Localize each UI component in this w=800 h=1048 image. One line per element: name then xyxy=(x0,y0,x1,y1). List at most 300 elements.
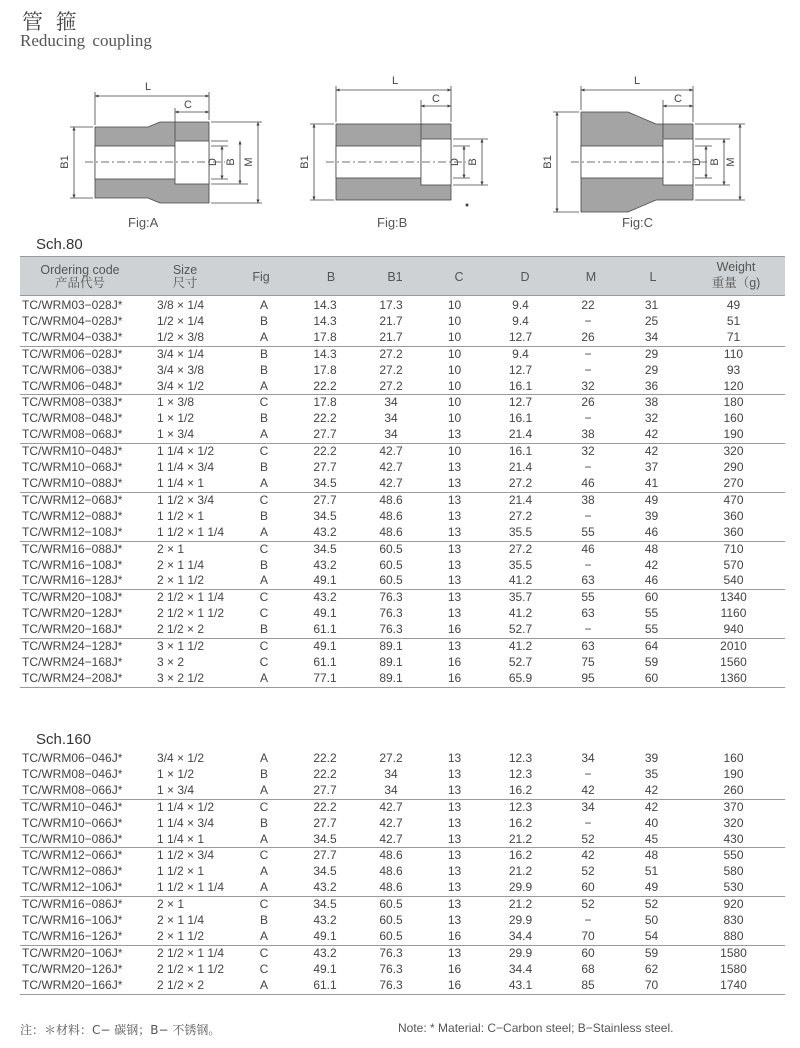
fig-b-drawing xyxy=(310,86,488,200)
col-size-cn: 尺寸 xyxy=(172,276,198,290)
cell-b: 22.2 xyxy=(313,799,337,814)
cell-l: 48 xyxy=(644,541,659,556)
cell-ordering-code: TC/WRM04−028J* xyxy=(22,313,123,328)
table-row xyxy=(20,411,785,427)
cell-weight: 1340 xyxy=(720,590,747,605)
cell-d: 29.9 xyxy=(508,945,533,960)
fig-b-dim-b1: B1 xyxy=(299,155,311,169)
cell-weight: 940 xyxy=(682,622,785,638)
cell-b1: 60.5 xyxy=(359,573,423,589)
cell-d: 9.4 xyxy=(512,313,529,328)
table-row xyxy=(20,363,785,379)
cell-m: 85 xyxy=(555,978,621,994)
cell-l: 64 xyxy=(644,639,659,654)
cell-m: 34 xyxy=(581,751,595,765)
cell-weight: 570 xyxy=(723,557,744,572)
cell-ordering-code: TC/WRM06−046J* xyxy=(22,751,123,765)
table-row xyxy=(20,444,785,460)
fig-b-dim-d: D xyxy=(449,158,461,166)
cell-fig: C xyxy=(259,590,269,605)
cell-b: 17.8 xyxy=(313,395,337,410)
cell-d: 43.1 xyxy=(486,978,555,994)
fig-a-drawing xyxy=(70,92,262,203)
fig-a-dim-b1: B1 xyxy=(59,155,71,169)
cell-b: 43.2 xyxy=(291,525,359,541)
cell-l: 42 xyxy=(644,799,659,814)
cell-weight: 320 xyxy=(723,815,744,830)
cell-fig: A xyxy=(237,929,291,945)
cell-size: 3 × 2 1/2 xyxy=(151,671,237,687)
cell-size: 1 1/4 × 3/4 xyxy=(157,460,215,475)
cell-b1: 17.3 xyxy=(379,298,403,312)
cell-ordering-code: TC/WRM10−046J* xyxy=(22,799,123,814)
cell-m: − xyxy=(584,508,592,523)
cell-size: 1 1/4 × 1 xyxy=(151,476,237,492)
cell-b: 61.1 xyxy=(291,622,359,638)
table-row xyxy=(20,929,785,945)
cell-fig: A xyxy=(237,880,291,896)
cell-c: 13 xyxy=(447,815,462,830)
cell-c: 13 xyxy=(447,590,462,605)
cell-ordering-code: TC/WRM24−208J* xyxy=(20,671,151,687)
cell-d: 21.2 xyxy=(508,897,533,912)
table-row xyxy=(20,314,785,330)
cell-m: − xyxy=(584,913,592,928)
cell-b1: 76.3 xyxy=(379,945,403,960)
cell-c: 10 xyxy=(447,362,462,377)
cell-weight: 270 xyxy=(682,476,785,492)
cell-fig: B xyxy=(259,508,268,523)
cell-weight: 550 xyxy=(723,848,744,863)
table-row xyxy=(20,622,785,638)
cell-weight: 530 xyxy=(682,880,785,896)
cell-size: 2 1/2 × 1 1/4 xyxy=(157,945,225,960)
cell-c: 10 xyxy=(447,346,462,361)
cell-fig: B xyxy=(259,346,268,361)
cell-c: 13 xyxy=(423,427,486,443)
cell-l: 29 xyxy=(644,346,659,361)
col-ordering-cn: 产品代号 xyxy=(54,276,105,290)
cell-m: 75 xyxy=(581,654,595,669)
cell-l: 42 xyxy=(621,783,682,799)
cell-b: 14.3 xyxy=(313,313,337,328)
cell-fig: C xyxy=(259,395,269,410)
cell-size: 2 × 1 1/4 xyxy=(157,913,205,928)
cell-b1: 89.1 xyxy=(379,639,403,654)
cell-weight: 190 xyxy=(682,427,785,443)
cell-weight: 180 xyxy=(723,395,744,410)
cell-b1: 76.3 xyxy=(379,590,403,605)
cell-m: 63 xyxy=(555,573,621,589)
cell-ordering-code: TC/WRM16−108J* xyxy=(22,557,123,572)
cell-d: 12.7 xyxy=(508,395,533,410)
cell-d: 21.4 xyxy=(508,492,533,507)
cell-weight: 120 xyxy=(682,379,785,395)
cell-l: 62 xyxy=(644,961,659,976)
cell-d: 52.7 xyxy=(508,654,533,669)
cell-size: 1 1/2 × 3/4 xyxy=(157,492,215,507)
cell-size: 3/4 × 1/2 xyxy=(157,751,205,765)
cell-l: 48 xyxy=(644,848,659,863)
table-row xyxy=(20,880,785,896)
cell-c: 13 xyxy=(447,799,462,814)
cell-c: 16 xyxy=(423,622,486,638)
cell-b: 43.2 xyxy=(291,880,359,896)
fig-c-label: Fig:C xyxy=(622,215,654,230)
fig-a-dim-b: B xyxy=(225,158,237,166)
cell-b: 14.3 xyxy=(313,298,337,312)
sch160-table xyxy=(20,751,785,995)
cell-b: 43.2 xyxy=(313,590,337,605)
cell-b: 22.2 xyxy=(291,379,359,395)
cell-d: 16.2 xyxy=(486,783,555,799)
cell-fig: A xyxy=(237,978,291,994)
table-row xyxy=(20,298,785,314)
fig-c-dim-d: D xyxy=(691,158,703,166)
cell-b: 22.2 xyxy=(313,751,337,765)
col-size-en: Size xyxy=(172,263,198,277)
cell-weight: 360 xyxy=(723,508,744,523)
table-row xyxy=(20,848,785,864)
cell-b: 43.2 xyxy=(313,557,337,572)
cell-ordering-code: TC/WRM24−128J* xyxy=(22,639,123,654)
cell-size: 2 × 1 1/2 xyxy=(151,573,237,589)
cell-l: 38 xyxy=(644,395,659,410)
cell-ordering-code: TC/WRM20−126J* xyxy=(22,961,123,976)
cell-fig: A xyxy=(237,330,291,346)
cell-fig: B xyxy=(237,622,291,638)
cell-m: 52 xyxy=(555,832,621,848)
cell-m: − xyxy=(584,460,592,475)
cell-c: 16 xyxy=(447,654,462,669)
fig-a-label: Fig:A xyxy=(128,215,159,230)
cell-b1: 60.5 xyxy=(379,913,403,928)
cell-ordering-code: TC/WRM24−168J* xyxy=(22,654,123,669)
fig-a-dim-l: L xyxy=(144,81,152,93)
page-title-en: Reducing coupling xyxy=(20,31,152,50)
cell-b1: 42.7 xyxy=(359,476,423,492)
cell-weight: 1560 xyxy=(720,654,747,669)
cell-fig: B xyxy=(259,815,268,830)
cell-size: 1 1/4 × 1/2 xyxy=(157,444,215,459)
cell-b1: 21.7 xyxy=(359,330,423,346)
fig-b-dim-l: L xyxy=(391,75,399,87)
cell-weight: 71 xyxy=(682,330,785,346)
cell-weight: 160 xyxy=(723,411,744,426)
cell-size: 3 × 2 xyxy=(157,654,185,669)
cell-ordering-code: TC/WRM08−046J* xyxy=(22,766,123,781)
cell-b1: 42.7 xyxy=(379,460,403,475)
cell-size: 2 1/2 × 2 xyxy=(151,978,237,994)
cell-fig: B xyxy=(259,313,268,328)
cell-m: − xyxy=(584,313,592,328)
col-l: L xyxy=(649,270,657,284)
cell-c: 13 xyxy=(423,832,486,848)
cell-b1: 48.6 xyxy=(379,492,403,507)
cell-b1: 76.3 xyxy=(359,978,423,994)
fig-b-dim-b: B xyxy=(467,158,479,166)
cell-b: 43.2 xyxy=(313,945,337,960)
cell-ordering-code: TC/WRM12−066J* xyxy=(22,848,123,863)
cell-c: 13 xyxy=(447,557,462,572)
cell-m: 55 xyxy=(581,590,595,605)
cell-weight: 93 xyxy=(726,362,741,377)
cell-l: 40 xyxy=(644,815,659,830)
cell-c: 13 xyxy=(447,864,462,879)
cell-b: 34.5 xyxy=(313,541,337,556)
cell-d: 52.7 xyxy=(486,622,555,638)
col-fig: Fig xyxy=(252,270,270,284)
cell-m: 38 xyxy=(581,492,595,507)
cell-size: 2 1/2 × 1 1/4 xyxy=(157,590,225,605)
table-row xyxy=(20,816,785,832)
table-row xyxy=(20,590,785,606)
cell-d: 29.9 xyxy=(486,880,555,896)
table-row xyxy=(20,558,785,574)
cell-b: 49.1 xyxy=(291,573,359,589)
cell-m: 68 xyxy=(581,961,595,976)
cell-c: 13 xyxy=(447,913,462,928)
table-row xyxy=(20,395,785,411)
cell-size: 1 × 3/4 xyxy=(151,427,237,443)
cell-l: 32 xyxy=(644,411,659,426)
cell-l: 25 xyxy=(644,313,659,328)
cell-l: 55 xyxy=(621,622,682,638)
cell-c: 13 xyxy=(423,783,486,799)
cell-ordering-code: TC/WRM10−066J* xyxy=(22,815,123,830)
cell-d: 35.7 xyxy=(508,590,533,605)
cell-m: 52 xyxy=(581,897,595,912)
table-row xyxy=(20,330,785,346)
cell-b1: 34 xyxy=(359,783,423,799)
cell-c: 10 xyxy=(423,379,486,395)
cell-fig: A xyxy=(259,751,268,765)
cell-b: 17.8 xyxy=(313,362,337,377)
cell-b1: 48.6 xyxy=(359,880,423,896)
cell-size: 2 × 1 xyxy=(157,541,185,556)
cell-weight: 370 xyxy=(723,799,744,814)
table-row xyxy=(20,671,785,687)
cell-c: 16 xyxy=(423,671,486,687)
cell-fig: B xyxy=(259,913,268,928)
cell-b: 34.5 xyxy=(291,476,359,492)
cell-l: 59 xyxy=(644,945,659,960)
cell-d: 35.5 xyxy=(508,557,533,572)
cell-b: 27.7 xyxy=(313,815,337,830)
cell-d: 21.2 xyxy=(486,832,555,848)
cell-ordering-code: TC/WRM10−086J* xyxy=(20,832,151,848)
table-row xyxy=(20,655,785,671)
cell-size: 3/8 × 1/4 xyxy=(157,298,205,312)
cell-ordering-code: TC/WRM10−048J* xyxy=(22,444,123,459)
cell-m: − xyxy=(584,346,592,361)
cell-size: 3/4 × 3/8 xyxy=(157,362,205,377)
cell-weight: 880 xyxy=(682,929,785,945)
cell-c: 13 xyxy=(447,492,462,507)
cell-c: 13 xyxy=(447,848,462,863)
cell-d: 9.4 xyxy=(512,346,529,361)
cell-m: 38 xyxy=(555,427,621,443)
cell-c: 16 xyxy=(423,978,486,994)
cell-l: 39 xyxy=(644,508,659,523)
cell-fig: C xyxy=(259,606,269,621)
cell-b1: 34 xyxy=(384,395,398,410)
cell-size: 1 1/2 × 1 xyxy=(157,508,205,523)
cell-m: 42 xyxy=(581,848,595,863)
cell-m: 63 xyxy=(581,639,595,654)
cell-ordering-code: TC/WRM06−028J* xyxy=(22,346,123,361)
table-row xyxy=(20,573,785,589)
cell-c: 13 xyxy=(447,945,462,960)
cell-c: 13 xyxy=(447,766,462,781)
cell-m: 32 xyxy=(581,444,595,459)
cell-l: 41 xyxy=(621,476,682,492)
cell-m: − xyxy=(584,815,592,830)
cell-fig: B xyxy=(259,362,268,377)
cell-weight: 1160 xyxy=(720,606,747,621)
cell-d: 16.1 xyxy=(508,444,533,459)
table-row xyxy=(20,913,785,929)
cell-d: 12.3 xyxy=(508,751,533,765)
table-header xyxy=(20,256,785,296)
col-d: D xyxy=(520,270,530,284)
cell-l: 50 xyxy=(644,913,659,928)
cell-b: 22.2 xyxy=(313,766,337,781)
cell-d: 16.2 xyxy=(508,848,533,863)
cell-b1: 27.2 xyxy=(379,751,403,765)
cell-size: 1 1/4 × 1/2 xyxy=(157,799,215,814)
cell-size: 1 × 3/8 xyxy=(157,395,195,410)
cell-b: 34.5 xyxy=(313,864,337,879)
cell-ordering-code: TC/WRM12−106J* xyxy=(20,880,151,896)
cell-size: 2 × 1 xyxy=(157,897,185,912)
cell-size: 1 × 1/2 xyxy=(157,411,195,426)
cell-b: 27.7 xyxy=(291,427,359,443)
cell-d: 9.4 xyxy=(512,298,529,312)
cell-m: 46 xyxy=(555,476,621,492)
cell-size: 1 1/2 × 1 1/4 xyxy=(151,525,237,541)
cell-m: 60 xyxy=(581,945,595,960)
cell-weight: 920 xyxy=(723,897,744,912)
cell-b1: 60.5 xyxy=(359,929,423,945)
table-row xyxy=(20,945,785,961)
cell-b: 22.2 xyxy=(313,444,337,459)
cell-ordering-code: TC/WRM16−088J* xyxy=(22,541,123,556)
cell-b: 34.5 xyxy=(291,832,359,848)
cell-fig: C xyxy=(259,444,269,459)
cell-m: 63 xyxy=(581,606,595,621)
cell-m: − xyxy=(584,557,592,572)
col-c: C xyxy=(454,270,464,284)
cell-ordering-code: TC/WRM12−108J* xyxy=(20,525,151,541)
cell-ordering-code: TC/WRM16−126J* xyxy=(20,929,151,945)
cell-b: 77.1 xyxy=(291,671,359,687)
cell-d: 21.4 xyxy=(486,427,555,443)
cell-l: 31 xyxy=(644,298,659,312)
table-row xyxy=(20,864,785,880)
cell-l: 45 xyxy=(621,832,682,848)
sch80-label: Sch.80 xyxy=(36,236,83,253)
cell-c: 13 xyxy=(423,525,486,541)
cell-b: 14.3 xyxy=(313,346,337,361)
cell-l: 29 xyxy=(644,362,659,377)
cell-m: 60 xyxy=(555,880,621,896)
cell-b: 34.5 xyxy=(313,508,337,523)
cell-l: 60 xyxy=(621,671,682,687)
cell-b: 27.7 xyxy=(313,492,337,507)
cell-b: 27.7 xyxy=(291,783,359,799)
cell-ordering-code: TC/WRM08−048J* xyxy=(22,411,123,426)
cell-b: 34.5 xyxy=(313,897,337,912)
cell-b1: 48.6 xyxy=(359,525,423,541)
cell-m: − xyxy=(584,766,592,781)
cell-fig: A xyxy=(237,671,291,687)
cell-weight: 1580 xyxy=(720,961,747,976)
table-row xyxy=(20,492,785,508)
cell-b: 27.7 xyxy=(313,460,337,475)
cell-d: 41.2 xyxy=(508,639,533,654)
cell-ordering-code: TC/WRM08−066J* xyxy=(20,783,151,799)
cell-d: 29.9 xyxy=(508,913,533,928)
cell-fig: C xyxy=(259,492,269,507)
cell-l: 52 xyxy=(644,897,659,912)
page-title-cn: 管 箍 xyxy=(22,10,80,34)
cell-l: 59 xyxy=(644,654,659,669)
cell-d: 21.4 xyxy=(508,460,533,475)
cell-fig: C xyxy=(259,961,269,976)
cell-l: 42 xyxy=(644,444,659,459)
table-row xyxy=(20,978,785,994)
cell-b1: 76.3 xyxy=(359,622,423,638)
cell-b1: 48.6 xyxy=(379,508,403,523)
cell-b1: 76.3 xyxy=(379,606,403,621)
cell-weight: 260 xyxy=(682,783,785,799)
table-row xyxy=(20,541,785,557)
cell-weight: 1740 xyxy=(682,978,785,994)
cell-c: 13 xyxy=(447,606,462,621)
table-row xyxy=(20,427,785,443)
cell-fig: C xyxy=(259,654,269,669)
cell-c: 13 xyxy=(423,880,486,896)
fig-b-dim-c: C xyxy=(432,93,440,105)
cell-size: 1 1/4 × 3/4 xyxy=(157,815,215,830)
cell-c: 13 xyxy=(423,573,486,589)
table-row xyxy=(20,799,785,815)
cell-d: 34.4 xyxy=(486,929,555,945)
cell-size: 2 1/2 × 2 xyxy=(151,622,237,638)
cell-fig: A xyxy=(259,298,268,312)
cell-m: 95 xyxy=(555,671,621,687)
cell-m: 26 xyxy=(555,330,621,346)
cell-weight: 190 xyxy=(723,766,744,781)
cell-weight: 710 xyxy=(723,541,744,556)
cell-b: 43.2 xyxy=(313,913,337,928)
cell-b: 61.1 xyxy=(313,654,337,669)
cell-l: 49 xyxy=(621,880,682,896)
table-row xyxy=(20,346,785,362)
cell-m: 26 xyxy=(581,395,595,410)
cell-size: 3 × 1 1/2 xyxy=(157,639,205,654)
cell-weight: 2010 xyxy=(720,639,747,654)
cell-l: 51 xyxy=(644,864,659,879)
cell-size: 2 × 1 1/2 xyxy=(151,929,237,945)
cell-ordering-code: TC/WRM04−038J* xyxy=(20,330,151,346)
cell-l: 55 xyxy=(644,606,659,621)
cell-size: 1 1/4 × 1 xyxy=(151,832,237,848)
cell-b1: 21.7 xyxy=(379,313,403,328)
cell-fig: A xyxy=(237,783,291,799)
table-row xyxy=(20,767,785,783)
